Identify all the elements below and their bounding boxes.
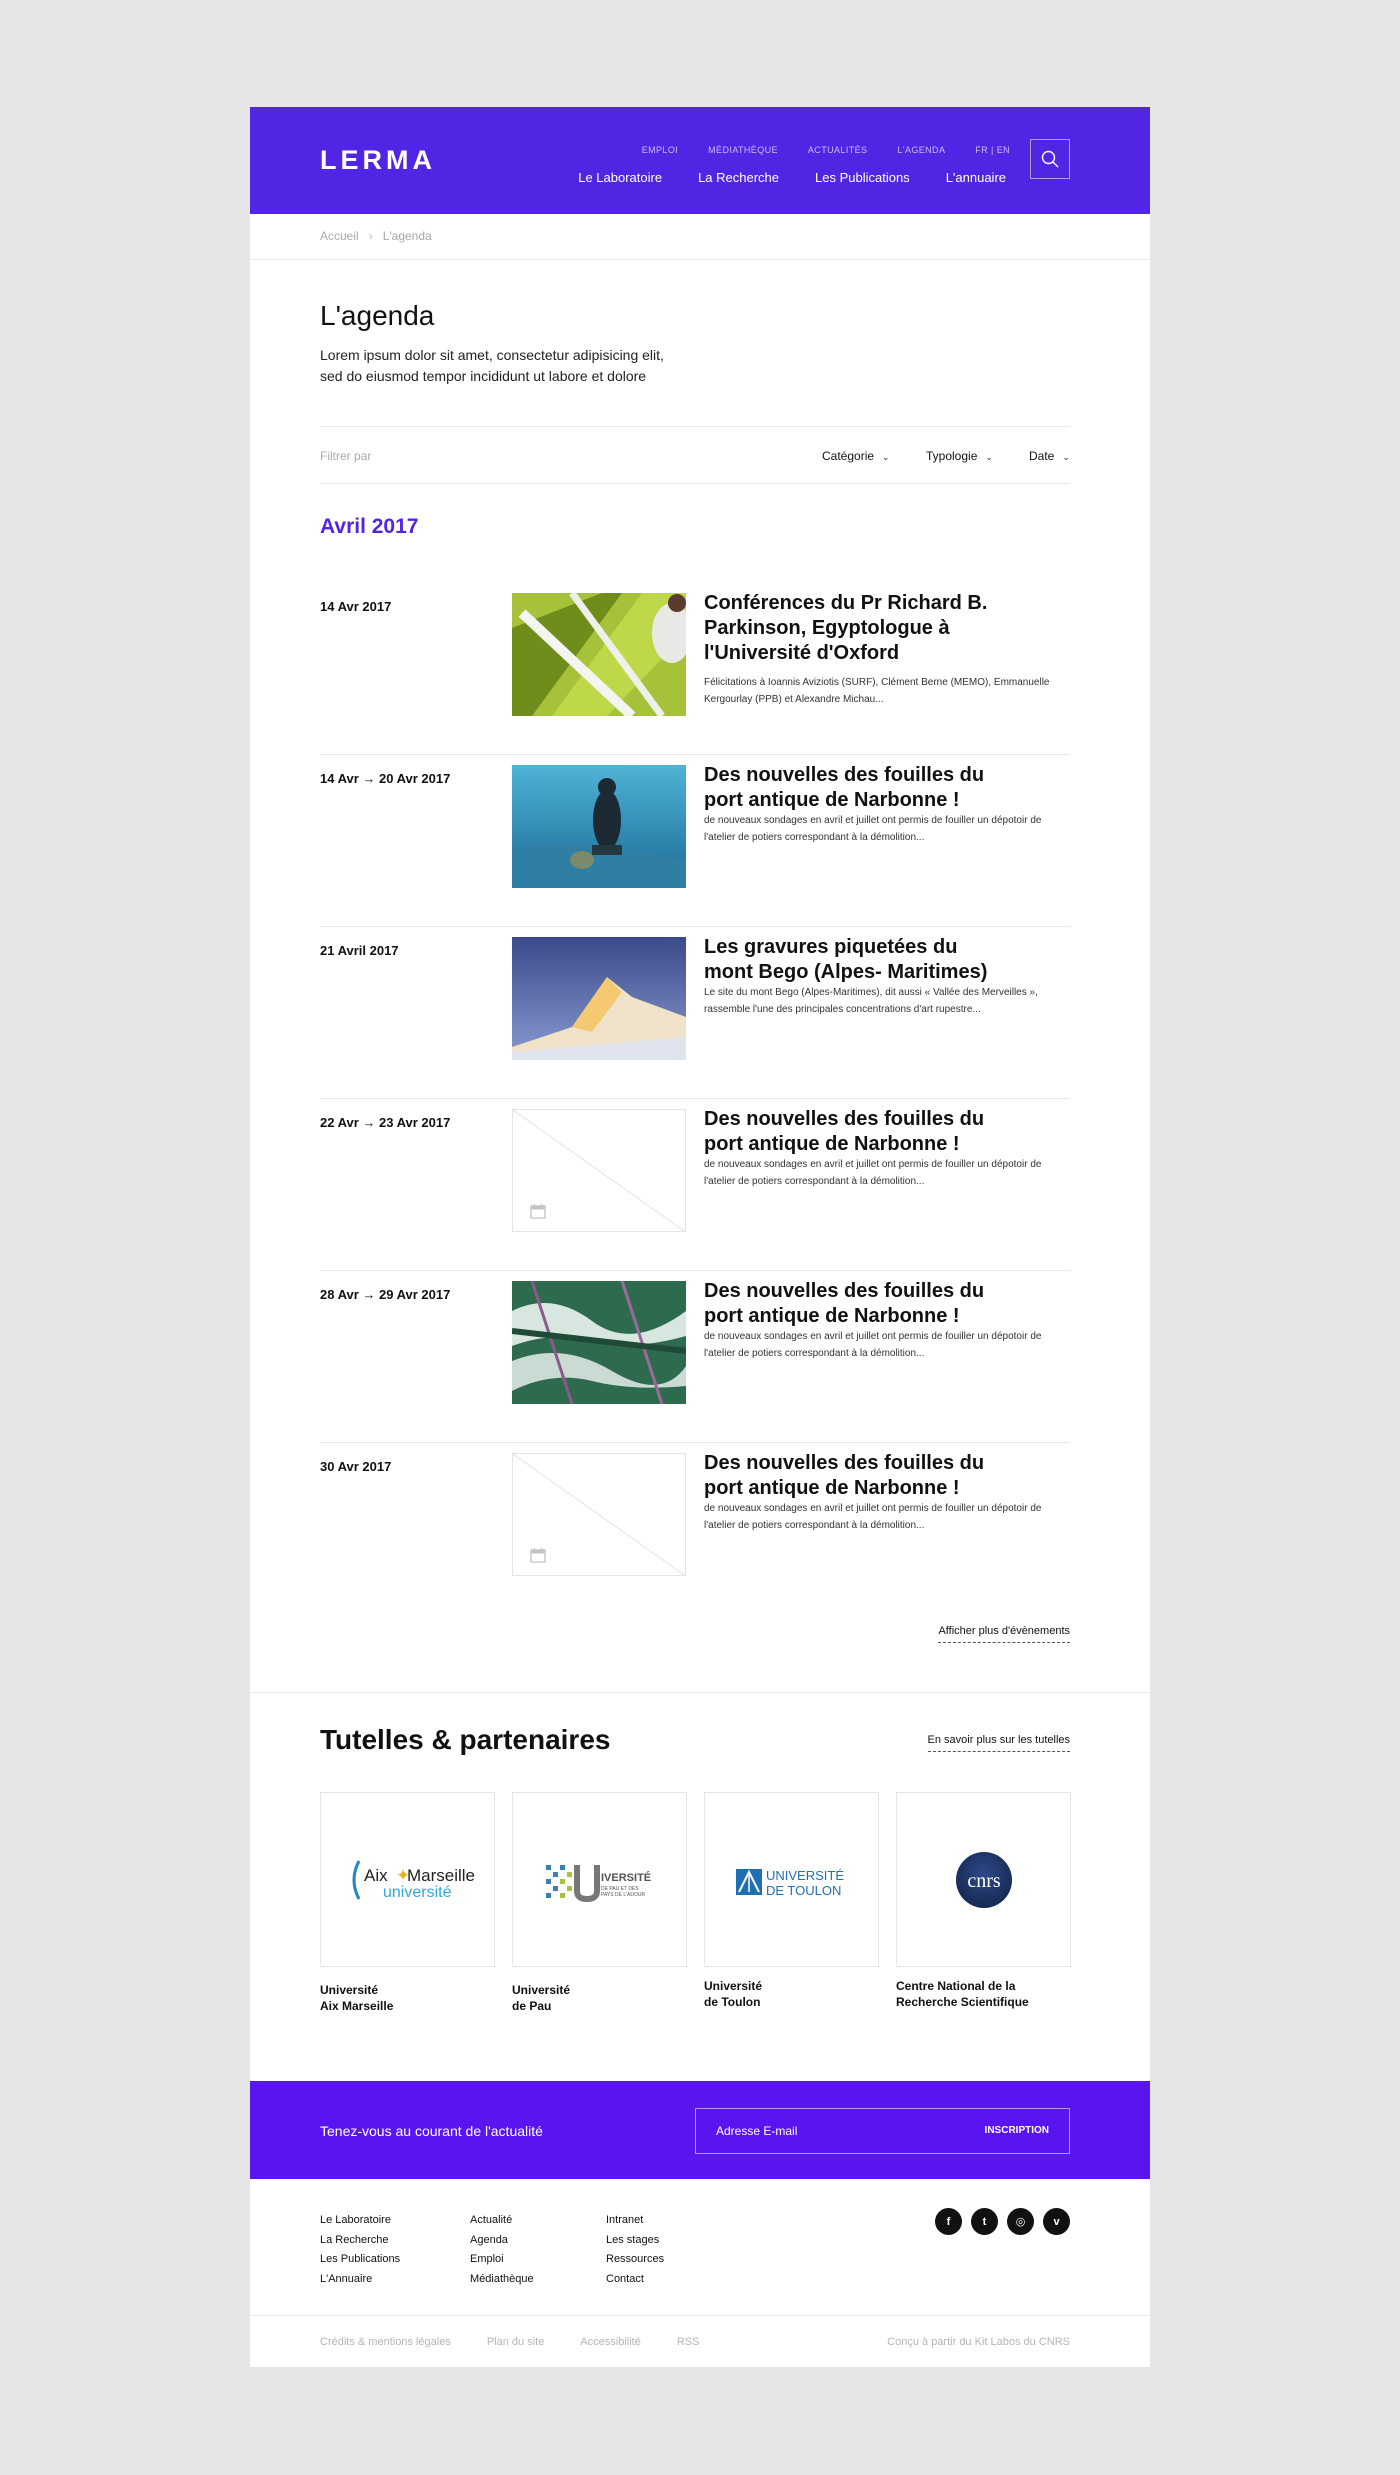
event-image[interactable] xyxy=(512,937,686,1060)
event-title[interactable]: Des nouvelles des fouilles du port antique de Narbonne ! xyxy=(704,1452,985,1499)
event-title[interactable]: Des nouvelles des fouilles du port antique de Narbonne ! xyxy=(704,764,985,811)
legal-link-sitemap[interactable]: Plan du site xyxy=(486,2336,545,2348)
event-item[interactable] xyxy=(320,927,1070,1099)
partner-name xyxy=(512,1982,692,2014)
partners-title: Tutelles & partenaires xyxy=(320,1724,611,1755)
svg-text:DE PAU ET DES: DE PAU ET DES xyxy=(601,1886,639,1892)
calendar-icon xyxy=(530,1203,546,1219)
newsletter-form xyxy=(695,2108,1070,2154)
footer-link-actualite[interactable]: Actualité xyxy=(470,2214,513,2226)
event-image-placeholder[interactable] xyxy=(512,1453,686,1576)
breadcrumb-current: L'agenda xyxy=(382,229,432,243)
footer-link-ressources[interactable]: Ressources xyxy=(606,2253,665,2265)
intro-line: sed do eiusmod tempor incididunt ut labore et dolore xyxy=(320,368,647,384)
footer-link-publications[interactable]: Les Publications xyxy=(320,2253,401,2265)
event-description: de nouveaux sondages en avril et juillet ont permis de fouiller un dépotoir de l'atelier de potiers correspondant à la démolition... xyxy=(704,1503,1042,1531)
show-more-events-link[interactable]: Afficher plus d'évènements xyxy=(938,1625,1070,1643)
chevron-down-icon: ⌄ xyxy=(882,452,890,462)
event-title[interactable]: Des nouvelles des fouilles du port antique de Narbonne ! xyxy=(704,1108,985,1155)
event-description: de nouveaux sondages en avril et juillet ont permis de fouiller un dépotoir de l'atelier de potiers correspondant à la démolition... xyxy=(704,1331,1042,1359)
newsletter-subscribe-button[interactable]: INSCRIPTION xyxy=(984,2125,1049,2136)
legal-link-accessibility[interactable]: Accessibilité xyxy=(580,2336,641,2348)
event-date: 21 Avril 2017 xyxy=(320,943,399,958)
event-image-placeholder[interactable] xyxy=(512,1109,686,1232)
event-date: 30 Avr 2017 xyxy=(320,1459,392,1474)
instagram-icon[interactable]: ◎ xyxy=(1007,2208,1034,2235)
event-item[interactable] xyxy=(320,1443,1070,1615)
svg-text:université: université xyxy=(383,1884,452,1901)
divider xyxy=(250,1692,1150,1693)
chevron-down-icon: ⌄ xyxy=(985,452,993,462)
event-description: de nouveaux sondages en avril et juillet ont permis de fouiller un dépotoir de l'atelier de potiers correspondant à la démolition... xyxy=(704,815,1042,843)
search-button[interactable] xyxy=(1030,139,1070,179)
partner-card[interactable] xyxy=(320,1792,495,1967)
nav-item-annuaire[interactable]: L'annuaire xyxy=(945,170,1006,185)
event-date: 28 Avr → 29 Avr 2017 xyxy=(320,1287,451,1302)
partner-name-line: Université xyxy=(320,1983,379,1997)
footer-link-contact[interactable]: Contact xyxy=(606,2272,644,2285)
page-title: L'agenda xyxy=(320,300,435,331)
partner-card[interactable] xyxy=(512,1792,687,1967)
calendar-icon xyxy=(530,1547,546,1563)
search-icon xyxy=(1041,150,1059,168)
svg-text:PAYS DE L'ADOUR: PAYS DE L'ADOUR xyxy=(601,1892,646,1898)
twitter-icon[interactable]: t xyxy=(971,2208,998,2235)
event-title[interactable]: Les gravures piquetées du mont Bego (Alpes- Maritimes) xyxy=(704,936,988,983)
site-header xyxy=(250,107,1150,214)
universite-de-pau-logo xyxy=(513,1793,688,1968)
svg-text:Marseille: Marseille xyxy=(407,1866,476,1885)
partner-name xyxy=(896,1978,1076,2010)
partner-card[interactable] xyxy=(896,1792,1071,1967)
event-title[interactable]: Des nouvelles des fouilles du port antique de Narbonne ! xyxy=(704,1280,985,1327)
breadcrumb-separator: › xyxy=(368,229,373,243)
filter-label: Filtrer par xyxy=(320,449,372,463)
footer-link-laboratoire[interactable]: Le Laboratoire xyxy=(320,2214,391,2226)
event-date: 14 Avr 2017 xyxy=(320,599,392,614)
partner-name-line: Centre National de la xyxy=(896,1979,1016,1993)
footer-column xyxy=(606,2211,664,2289)
utility-link-mediatheque[interactable]: MÉDIATHÈQUE xyxy=(708,145,778,155)
event-description: Félicitations à Ioannis Aviziotis (SURF), Clément Berne (MEMO), Emmanuelle Kergourlay (PPB) et Alexandre Michau... xyxy=(704,677,1050,705)
footer-credit: Conçu à partir du Kit Labos du CNRS xyxy=(887,2336,1070,2348)
event-image[interactable] xyxy=(512,1281,686,1404)
svg-text:Aix: Aix xyxy=(364,1866,388,1885)
legal-links xyxy=(320,2336,735,2348)
partner-name-line: Recherche Scientifique xyxy=(896,1995,1029,2009)
filter-date-label: Date xyxy=(1029,449,1055,463)
event-item[interactable] xyxy=(320,1271,1070,1443)
event-image[interactable] xyxy=(512,765,686,888)
divider xyxy=(250,2315,1150,2316)
event-image[interactable] xyxy=(512,593,686,716)
utility-link-actualites[interactable]: ACTUALITÉS xyxy=(807,145,868,155)
utility-link-emploi[interactable]: EMPLOI xyxy=(641,145,679,155)
event-description: de nouveaux sondages en avril et juillet ont permis de fouiller un dépotoir de l'atelier de potiers correspondant à la démolition... xyxy=(704,1159,1042,1187)
footer-link-annuaire[interactable]: L'Annuaire xyxy=(320,2272,373,2285)
filter-category-dropdown[interactable] xyxy=(822,449,890,463)
event-date: 14 Avr → 20 Avr 2017 xyxy=(320,771,451,786)
newsletter-email-input[interactable]: Adresse E-mail xyxy=(716,2124,798,2138)
partner-card[interactable] xyxy=(704,1792,879,1967)
breadcrumb-home[interactable]: Accueil xyxy=(320,229,359,243)
filter-date-dropdown[interactable] xyxy=(1029,449,1070,463)
footer-column xyxy=(470,2211,534,2289)
filter-category-label: Catégorie xyxy=(822,449,875,463)
partner-name-line: Université xyxy=(512,1983,571,1997)
event-date: 22 Avr → 23 Avr 2017 xyxy=(320,1115,451,1130)
footer-link-stages[interactable]: Les stages xyxy=(606,2233,660,2246)
event-item[interactable] xyxy=(320,755,1070,927)
partner-name-line: Université xyxy=(704,1979,763,1993)
intro-line: Lorem ipsum dolor sit amet, consectetur adipisicing elit, xyxy=(320,347,664,363)
language-switch[interactable]: FR | EN xyxy=(975,145,1010,155)
legal-link-rss[interactable]: RSS xyxy=(676,2336,700,2348)
utility-link-agenda[interactable]: L'AGENDA xyxy=(897,145,946,155)
nav-item-publications[interactable]: Les Publications xyxy=(815,170,910,185)
svg-text:cnrs: cnrs xyxy=(967,1870,1001,1892)
breadcrumb xyxy=(320,229,432,243)
footer-link-emploi[interactable]: Emploi xyxy=(470,2253,504,2265)
cnrs-logo xyxy=(897,1793,1072,1968)
partners-more-link[interactable]: En savoir plus sur les tutelles xyxy=(928,1734,1070,1752)
svg-text:DE TOULON: DE TOULON xyxy=(766,1883,842,1898)
footer-link-intranet[interactable]: Intranet xyxy=(606,2214,644,2226)
utility-nav xyxy=(612,145,1010,155)
event-item[interactable] xyxy=(320,1099,1070,1271)
page-container xyxy=(250,107,1150,2367)
partner-name-line: de Pau xyxy=(512,1999,552,2013)
filter-typology-dropdown[interactable] xyxy=(926,449,993,463)
chevron-down-icon: ⌄ xyxy=(1062,452,1070,462)
partner-name xyxy=(320,1982,500,2014)
social-links xyxy=(935,2208,1070,2235)
legal-link-credits[interactable]: Crédits & mentions légales xyxy=(320,2336,451,2348)
event-item[interactable] xyxy=(320,583,1070,755)
partner-name-line: Aix Marseille xyxy=(320,1999,394,2013)
divider xyxy=(250,259,1150,260)
nav-item-laboratoire[interactable]: Le Laboratoire xyxy=(578,170,663,185)
vimeo-icon[interactable]: v xyxy=(1043,2208,1070,2235)
nav-item-recherche[interactable]: La Recherche xyxy=(698,170,780,185)
footer-link-agenda[interactable]: Agenda xyxy=(470,2233,508,2246)
site-logo[interactable]: LERMA xyxy=(320,145,436,175)
month-heading: Avril 2017 xyxy=(320,515,419,538)
svg-text:UNIVERSITÉ: UNIVERSITÉ xyxy=(766,1868,845,1883)
main-nav xyxy=(542,170,1006,185)
newsletter-text: Tenez-vous au courant de l'actualité xyxy=(320,2123,543,2139)
filter-typology-label: Typologie xyxy=(926,449,978,463)
footer-link-recherche[interactable]: La Recherche xyxy=(320,2233,389,2246)
svg-text:✦: ✦ xyxy=(396,1866,411,1885)
event-title[interactable]: Conférences du Pr Richard B. Parkinson, Egyptologue à l'Université d'Oxford xyxy=(704,592,988,664)
footer-link-mediatheque[interactable]: Médiathèque xyxy=(470,2272,534,2285)
filter-bar xyxy=(320,426,1070,484)
universite-de-toulon-logo xyxy=(705,1793,880,1968)
facebook-icon[interactable]: f xyxy=(935,2208,962,2235)
aix-marseille-logo xyxy=(321,1793,496,1968)
page-intro xyxy=(320,345,720,387)
newsletter-band xyxy=(250,2081,1150,2179)
partner-name xyxy=(704,1978,884,2010)
footer-column xyxy=(320,2211,400,2289)
event-description: Le site du mont Bego (Alpes-Maritimes), dit aussi « Vallée des Merveilles », rassemble l'une des principales concentrations d'art rupestre... xyxy=(704,987,1038,1015)
partner-name-line: de Toulon xyxy=(704,1995,761,2009)
svg-text:IVERSITÉ: IVERSITÉ xyxy=(601,1872,652,1884)
